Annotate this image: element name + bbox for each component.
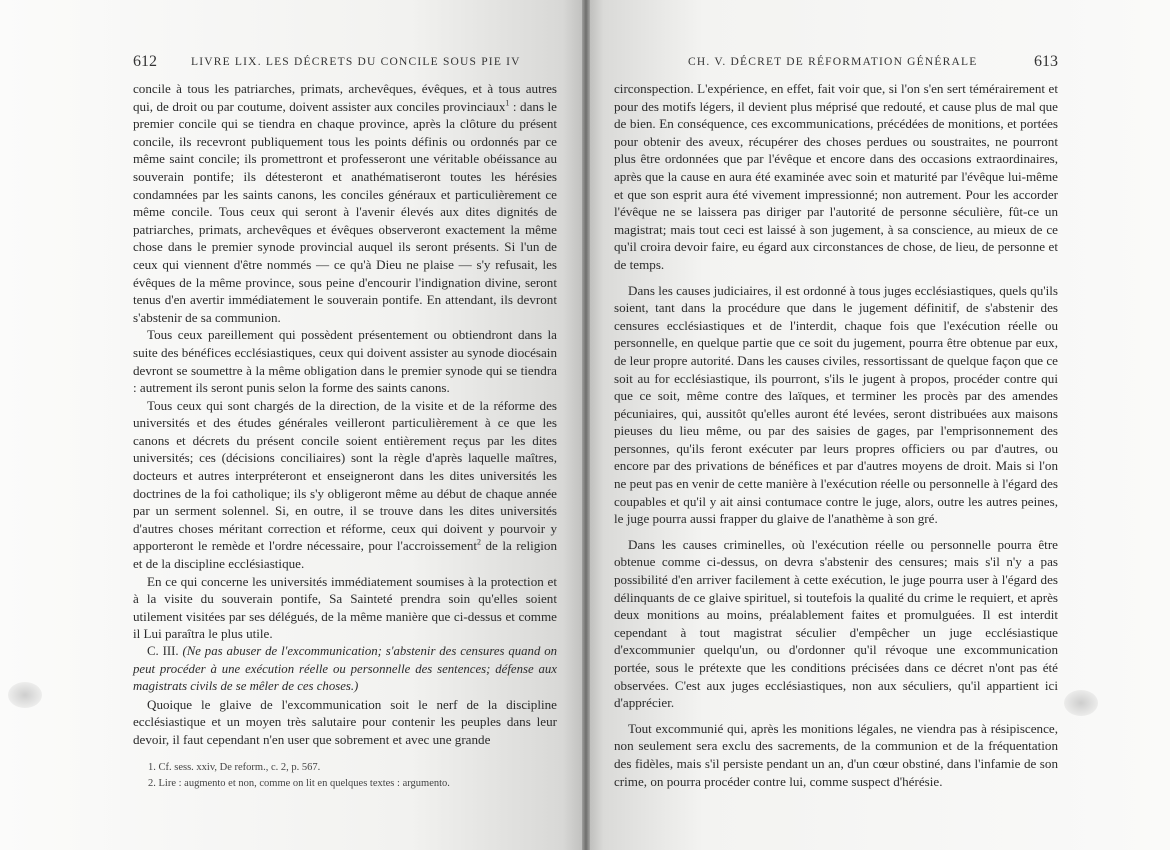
footnote-ref: 1 [505, 98, 510, 108]
right-page [586, 0, 1170, 850]
right-running-title: CH. V. DÉCRET DE RÉFORMATION GÉNÉRALE [688, 56, 978, 68]
left-page-number: 612 [133, 53, 157, 70]
right-page-body [614, 80, 1058, 790]
paragraph: Dans les causes judiciaires, il est ordonné à tous juges ecclésiastiques, quels qu'ils soient, tant dans la procédure que dans le jugement définitif, de s'abstenir des censures ecclésiastiques et de l'interdit, chaque fois que l'exécution réelle ou personnelle, en quelque partie que ce soit du jugement, pourra être obtenue par eux, de leur propre autorité. Dans les causes civiles, ressortissant de quelque façon que ce soit au for ecclésiastique, ils pourront, s'ils le jugent à propos, procéder contre qui que ce soit, même contre des laïques, et terminer les procès par des amendes pécuniaires, qui, aussitôt qu'elles auront été levées, seront distribuées aux maisons pieuses du lieu même, ou par des saisies de gages, par l'emprisonnement des personnes, qu'ils feront exécuter par leurs propres officiers ou par d'autres, ou encore par des privations de bénéfices et par d'autres moyens de droit. Mais si l'on ne peut pas en venir de cette manière à l'exécution réelle ou personnelle à l'égard des coupables et qu'il y ait ainsi contumace contre le juge, alors, outre les autres peines, le juge pourra aussi frapper du glaive de l'anathème à son gré. [614, 282, 1058, 527]
paragraph: Tous ceux qui sont chargés de la direction, de la visite et de la réforme des universités et des études générales veilleront particulièrement à ce que les canons et décrets du présent concile soient entièrement reçus par les dites universités; ces (décisions conciliaires) sont la règle d'après laquelle maîtres, docteurs et autres interpréteront et enseigneront dans les dites universités les doctrines de la foi catholique; ils s'y obligeront même au début de chaque année par un serment solennel. Si, en outre, il se trouve dans les dites universités d'autres choses méritant correction et réforme, ceux qui doivent y pourvoir y apporteront le remède et l'ordre nécessaire, pour l'accroissement$^2$ de la religion et de la discipline ecclésiastique. [133, 397, 557, 572]
paragraph: En ce qui concerne les universités immédiatement soumises à la protection et à la visite du souverain pontife, Sa Sainteté prendra soin qu'elles soient utilement visitées par ses délégués, de la même manière que ci-dessus et comme il Lui paraîtra le plus utile. [133, 573, 557, 642]
footnote: 2. Lire : augmento et non, comme on lit en quelques textes : argumento. [148, 778, 450, 789]
chapter-title: (Ne pas abuser de l'excommunication; s'abstenir des censures quand on peut procéder à une exécution réelle ou personnelle des sentences; défense aux magistrats civils de se mêler de ces choses.) [133, 644, 558, 694]
paragraph: Tous ceux pareillement qui possèdent présentement ou obtiendront dans la suite des bénéfices ecclésiastiques, ceux qui doivent assister au synode diocésain devront se soumettre à la même obligation dans le premier synode qui se tiendra : autrement ils seront punis selon la forme des saints canons. [133, 327, 557, 396]
book-gutter [582, 0, 590, 850]
paragraph: circonspection. L'expérience, en effet, fait voir que, si l'on s'en sert témérairement et pour des motifs légers, il devient plus méprisé que redouté, et cause plus de mal que de bien. En conséquence, ces excommunications, précédées de monitions, et portées pour obtenir des aveux, récupérer des choses perdues ou soustraites, ne pourront plus être ordonnées que par l'évêque et encore dans des occasions extraordinaires, après que la cause en aura été examinée avec soin et maturité par l'évêque lui-même et que son esprit aura été vivement impressionné; non autrement. Pour les accorder l'évêque ne se laissera pas diriger par l'autorité de personne séculière, fût-ce un magistrat; mais tout ceci est laissé à son jugement, à sa conscience, au mieux de ce qu'il croira devoir faire, eu égard aux circonstances de chose, de lieu, de personne et de temps. [614, 81, 1058, 272]
page-smudge [8, 682, 42, 708]
paragraph: Tout excommunié qui, après les monitions légales, ne viendra pas à résipiscence, non seulement sera exclu des sacrements, de la communion et de la fréquentation des fidèles, mais s'il persiste pendant un an, d'un cœur obstiné, dans l'infamie de son crime, on pourra procéder contre lui, comme suspect d'hérésie. [614, 720, 1058, 789]
right-running-head [616, 53, 1058, 76]
left-running-title: LIVRE LIX. LES DÉCRETS DU CONCILE SOUS PIE IV [191, 56, 521, 68]
footnote: 1. Cf. sess. xxiv, De reform., c. 2, p. 567. [148, 762, 321, 773]
left-running-head [133, 53, 557, 76]
paragraph: Quoique le glaive de l'excommunication soit le nerf de la discipline ecclésiastique et un moyen très salutaire pour contenir les peuples dans leur devoir, il faut cependant n'en user que sobrement et avec une grande [133, 696, 557, 747]
right-page-number: 613 [1034, 53, 1058, 70]
left-page-body [133, 80, 557, 749]
paragraph: Dans les causes criminelles, où l'exécution réelle ou personnelle pourra être obtenue comme ci-dessus, on devra s'abstenir des censures; mais s'il n'y a pas possibilité d'en arriver facilement à cette exécution, le juge pourra user à l'égard des délinquants de ce glaive spirituel, si toutefois la qualité du crime le requiert, et après deux monitions au moins, préalablement faites et promulguées. Il est interdit cependant à tout magistrat séculier d'empêcher un juge ecclésiastique d'excommunier quelqu'un, ou d'ordonner qu'il révoque une excommunication portée, sous le prétexte que les conditions précisées dans ce décret n'ont pas été observées. C'est aux juges ecclésiastiques, non aux séculiers, qu'il appartient ici d'apprécier. [614, 536, 1058, 711]
footnotes [148, 760, 548, 792]
chapter-number: C. III. [147, 644, 179, 658]
footnote-ref: 2 [477, 538, 482, 548]
page-smudge [1064, 690, 1098, 716]
paragraph: concile à tous les patriarches, primats, archevêques, évêques, et à tous autres qui, de droit ou par coutume, doivent assister aux conciles provinciaux$^1$ : dans le premier concile qui se tiendra en chaque province, après la clôture du présent concile, ils recevront publiquement tous les points définis ou ordonnés par ce même saint concile; ils promettront et professeront une véritable obéissance au souverain pontife; ils détesteront et anathématiseront toutes les hérésies condamnées par les saints canons, les conciles généraux et particulièrement ce même concile. Tous ceux qui seront à l'avenir élevés aux dites dignités de patriarches, primats, archevêques et évêques observeront exactement la même chose dans le premier synode provincial auquel ils seront présents. Si l'un de ceux qui viennent d'être nommés — ce qu'à Dieu ne plaise — s'y refusait, les évêques de la même province, sous peine d'encourir l'indignation divine, seront tenus d'en avertir immédiatement le souverain pontife. En attendant, ils devront s'abstenir de sa communion. [133, 81, 557, 325]
chapter-heading [133, 643, 557, 696]
